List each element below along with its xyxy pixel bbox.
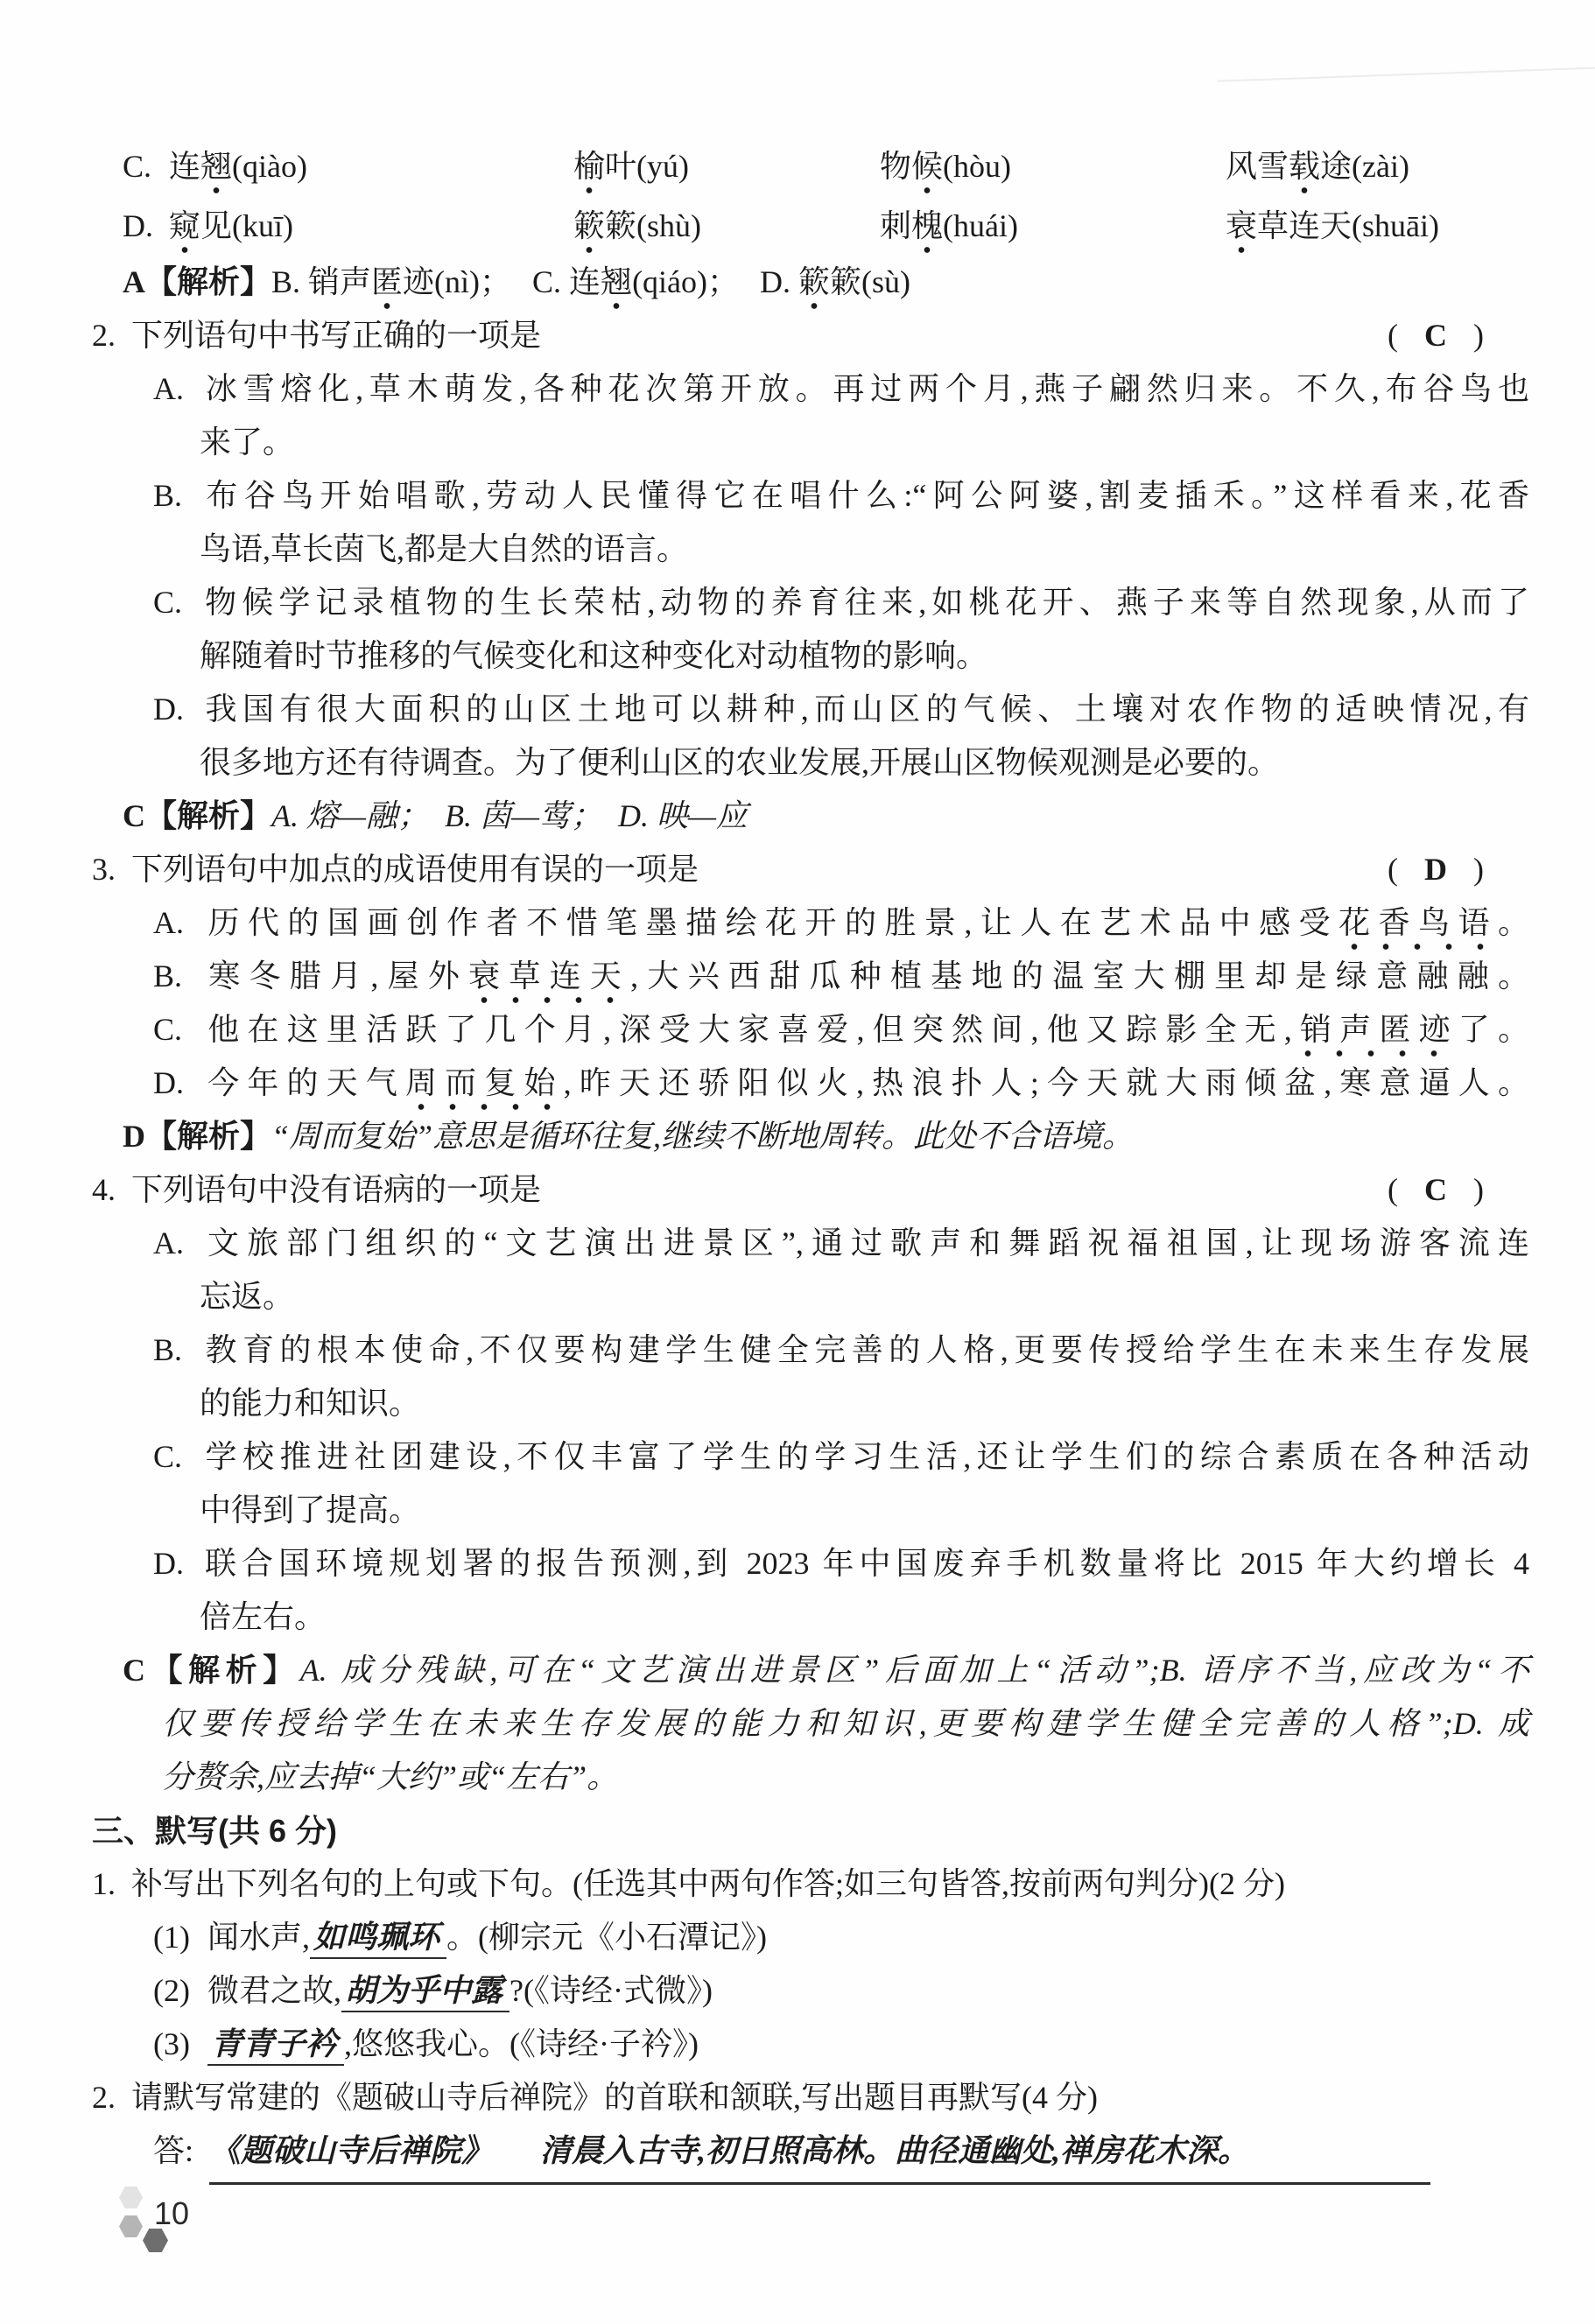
option-d bbox=[92, 1057, 1529, 1110]
analysis-segment bbox=[271, 264, 511, 299]
option-text: 冰雪熔化,草木萌发,各种花次第开放。再过两个月,燕子翩然归来。不久,布谷鸟也 bbox=[200, 371, 1529, 406]
question-text: 下列语句中加点的成语使用有误的一项是 bbox=[131, 852, 699, 887]
answer-letter: C bbox=[1424, 1172, 1447, 1207]
dotted-char: 候 bbox=[911, 149, 943, 194]
item-text: ?(《诗经·式微》) bbox=[509, 1973, 713, 2008]
item-text: ,悠悠我心。(《诗经·子衿》) bbox=[344, 2026, 699, 2061]
answer-slot bbox=[1388, 309, 1484, 362]
option-a bbox=[92, 1217, 1529, 1270]
analysis-answer-letter: C bbox=[123, 1653, 145, 1688]
pinyin-cell bbox=[573, 137, 880, 196]
analysis-line-q1 bbox=[92, 256, 1529, 309]
handwritten-answer: 如鸣珮环 bbox=[310, 1920, 446, 1959]
paren-close: ) bbox=[1473, 318, 1484, 353]
option-label: A. bbox=[153, 1225, 184, 1260]
option-text: 教育的根本使命,不仅要构建学生健全完善的人格,更要传授给学生在未来生存发展 bbox=[200, 1332, 1529, 1367]
answer-label: 答: bbox=[153, 2133, 194, 2168]
hexagon-icon bbox=[119, 2187, 143, 2208]
option-a-cont: 忘返。 bbox=[200, 1279, 295, 1314]
dictation-item-1 bbox=[92, 1911, 1529, 1964]
answer-letter: C bbox=[1424, 318, 1447, 353]
option-label: D. bbox=[123, 208, 153, 243]
option-label: D. bbox=[153, 1546, 184, 1581]
word-part: 连 bbox=[169, 149, 201, 184]
analysis-cont: 仅要传授给学生在未来生存发展的能力和知识,更要构建学生健全完善的人格”;D. 成 bbox=[162, 1706, 1529, 1741]
option-label: C. bbox=[153, 1439, 183, 1474]
option-label: A. bbox=[153, 905, 184, 940]
item-label: (3) bbox=[153, 2026, 190, 2061]
word-part: D. bbox=[760, 264, 799, 299]
option-text: 学校推进社团建设,不仅丰富了学生的学习生活,还让学生们的综合素质在各种活动 bbox=[200, 1439, 1529, 1474]
analysis-segment bbox=[760, 264, 910, 299]
paren-open: ( bbox=[1388, 852, 1398, 887]
option-c-cont: 解随着时节推移的气候变化和这种变化对动植物的影响。 bbox=[200, 638, 988, 673]
question-number: 2. bbox=[92, 318, 116, 353]
word-part: (qiáo)； bbox=[632, 264, 740, 299]
option-label: D. bbox=[153, 692, 184, 727]
analysis-line-q2 bbox=[92, 790, 1529, 843]
option-label: D. bbox=[153, 1065, 184, 1100]
option-text: ,昨天还骄阳似火,热浪扑人;今天就大雨倾盆,寒意逼人。 bbox=[563, 1065, 1529, 1100]
dotted-char: 翘 bbox=[200, 149, 232, 194]
paren-close: ) bbox=[1473, 1172, 1484, 1207]
analysis-label: 【解析】 bbox=[145, 1653, 300, 1688]
item-text: 微君之故, bbox=[207, 1973, 342, 2008]
emphasized-idiom: 衰草连天 bbox=[468, 958, 630, 1004]
option-label: B. bbox=[153, 478, 183, 513]
analysis-answer-letter: A bbox=[123, 264, 145, 299]
word-part: 叶(yú) bbox=[605, 149, 689, 184]
option-text: 今年的天气 bbox=[200, 1065, 405, 1100]
analysis-label: 【解析】 bbox=[145, 264, 272, 299]
option-label: C. bbox=[123, 149, 152, 184]
answer-slot bbox=[1388, 1163, 1484, 1217]
analysis-line-q3 bbox=[92, 1110, 1529, 1163]
option-a bbox=[92, 896, 1529, 950]
option-text: 寒冬腊月,屋外 bbox=[200, 958, 469, 993]
option-text: 文旅部门组织的“文艺演出进景区”,通过歌声和舞蹈祝福祖国,让现场游客流连 bbox=[200, 1225, 1529, 1260]
pinyin-cell bbox=[123, 137, 573, 196]
dictation-q1 bbox=[92, 1857, 1529, 1911]
word-part: 草连天(shuāi) bbox=[1257, 208, 1439, 243]
option-label: B. bbox=[153, 1332, 183, 1367]
word-part: (qiào) bbox=[232, 149, 307, 184]
item-text: 。(柳宗元《小石潭记》) bbox=[446, 1920, 768, 1955]
option-c bbox=[92, 1003, 1529, 1057]
analysis-answer-letter: C bbox=[123, 798, 145, 833]
pinyin-cell bbox=[573, 196, 880, 256]
emphasized-idiom: 周而复始 bbox=[405, 1065, 564, 1111]
hexagon-icon bbox=[119, 2215, 143, 2237]
analysis-answer-letter: D bbox=[123, 1119, 145, 1154]
word-part: 迹(nì)； bbox=[403, 264, 512, 299]
option-b bbox=[92, 1323, 1529, 1377]
answer-letter: D bbox=[1424, 852, 1447, 887]
dictation-answer-line bbox=[92, 2124, 1529, 2185]
analysis-text: “周而复始”意思是循环往复,继续不断地周转。此处不合语境。 bbox=[271, 1119, 1135, 1154]
option-label: C. bbox=[153, 585, 183, 620]
handwritten-answer: 胡为乎中露 bbox=[341, 1973, 509, 2012]
analysis-label: 【解析】 bbox=[145, 798, 272, 833]
word-part: 物 bbox=[880, 149, 912, 184]
option-d bbox=[92, 1537, 1529, 1590]
pinyin-cell bbox=[1226, 137, 1529, 196]
word-part: 途(zài) bbox=[1320, 149, 1409, 184]
question-text: 补写出下列名句的上句或下句。(任选其中两句作答;如三句皆答,按前两句判分)(2 分) bbox=[131, 1866, 1285, 1901]
analysis-line-q4 bbox=[92, 1644, 1529, 1697]
dotted-char: 衰 bbox=[1226, 208, 1257, 254]
option-label: C. bbox=[153, 1012, 183, 1047]
item-label: (1) bbox=[153, 1920, 190, 1955]
question-number: 4. bbox=[92, 1172, 116, 1207]
option-a-cont: 来了。 bbox=[200, 425, 295, 460]
analysis-text: A. 熔—融； B. 茵—莺； D. 映—应 bbox=[271, 798, 748, 833]
option-b-cont: 鸟语,草长茵飞,都是大自然的语言。 bbox=[200, 531, 689, 566]
analysis-cont: 分赘余,应去掉“大约”或“左右”。 bbox=[162, 1759, 619, 1794]
option-label: A. bbox=[153, 371, 184, 406]
item-label: (2) bbox=[153, 1973, 190, 2008]
dotted-char: 窥 bbox=[169, 208, 200, 254]
analysis-segment bbox=[532, 264, 739, 299]
question-number: 3. bbox=[92, 852, 116, 887]
question-number: 2. bbox=[92, 2080, 116, 2115]
option-c bbox=[92, 576, 1529, 629]
option-text: ,大兴西甜瓜种植基地的温室大棚里却是绿意融融。 bbox=[630, 958, 1529, 993]
answer-slot bbox=[1388, 843, 1484, 896]
page-number: 10 bbox=[154, 2195, 190, 2231]
dictation-item-3 bbox=[92, 2018, 1529, 2071]
pinyin-cell bbox=[880, 137, 1226, 196]
item-text: 闻水声, bbox=[207, 1920, 311, 1955]
paren-open: ( bbox=[1388, 1172, 1398, 1207]
word-part: 簌(sù) bbox=[830, 264, 911, 299]
option-text: 历代的国画创作者不惜笔墨描绘花开的胜景,让人在艺术品中感受 bbox=[200, 905, 1339, 940]
option-text: 联合国环境规划署的报告预测,到 2023 年中国废弃手机数量将比 2015 年大约增长 4 bbox=[200, 1546, 1529, 1581]
word-part: (hòu) bbox=[943, 149, 1012, 184]
handwritten-answer: 《题破山寺后禅院》 清晨入古寺,初日照高林。曲径通幽处,禅房花木深。 bbox=[209, 2124, 1430, 2185]
question-4 bbox=[92, 1163, 1529, 1217]
option-label: B. bbox=[153, 958, 183, 993]
word-part: (huái) bbox=[943, 208, 1018, 243]
dotted-char: 榆 bbox=[573, 149, 605, 194]
section-title: 三、默写(共 6 分) bbox=[92, 1813, 338, 1849]
option-c bbox=[92, 1430, 1529, 1484]
option-d-cont: 倍左右。 bbox=[200, 1599, 327, 1634]
dotted-char: 簌 bbox=[798, 264, 830, 310]
question-text: 下列语句中没有语病的一项是 bbox=[131, 1172, 542, 1207]
option-b bbox=[92, 469, 1529, 523]
paren-open: ( bbox=[1388, 318, 1398, 353]
dotted-char: 载 bbox=[1289, 149, 1320, 194]
emphasized-idiom: 花香鸟语 bbox=[1339, 905, 1498, 951]
emphasized-idiom: 销声匿迹 bbox=[1292, 1012, 1458, 1057]
dotted-char: 簌 bbox=[573, 208, 605, 254]
analysis-text: A. 成分残缺,可在“文艺演出进景区”后面加上“活动”;B. 语序不当,应改为“不 bbox=[299, 1653, 1529, 1688]
question-number: 1. bbox=[92, 1866, 116, 1901]
question-text: 下列语句中书写正确的一项是 bbox=[131, 318, 542, 353]
word-part: B. 销声 bbox=[271, 264, 372, 299]
dotted-char: 匿 bbox=[371, 264, 403, 310]
dictation-item-2 bbox=[92, 1964, 1529, 2018]
option-text: 物候学记录植物的生长荣枯,动物的养育往来,如桃花开、燕子来等自然现象,从而了 bbox=[200, 585, 1529, 620]
question-text: 请默写常建的《题破山寺后禅院》的首联和颔联,写出题目再默写(4 分) bbox=[131, 2080, 1098, 2115]
pinyin-cell bbox=[123, 196, 573, 256]
dotted-char: 翘 bbox=[601, 264, 632, 310]
option-text: 了。 bbox=[1458, 1012, 1529, 1047]
option-text: 。 bbox=[1497, 905, 1529, 940]
handwritten-answer: 青青子衿 bbox=[207, 2026, 344, 2066]
pinyin-cell bbox=[1226, 196, 1529, 256]
dotted-char: 槐 bbox=[911, 208, 943, 254]
question-2 bbox=[92, 309, 1529, 362]
option-d bbox=[92, 683, 1529, 736]
option-text: 他在这里活跃了几个月,深受大家喜爱,但突然间,他又踪影全无, bbox=[200, 1012, 1292, 1047]
word-part: 刺 bbox=[880, 208, 912, 243]
word-part: C. 连 bbox=[532, 264, 601, 299]
hexagon-icon bbox=[143, 2229, 168, 2252]
question-3 bbox=[92, 843, 1529, 896]
pinyin-row-c bbox=[92, 137, 1529, 196]
option-b-cont: 的能力和知识。 bbox=[200, 1386, 421, 1421]
word-part: 风雪 bbox=[1226, 149, 1289, 184]
option-c-cont: 中得到了提高。 bbox=[200, 1492, 421, 1527]
option-d-cont: 很多地方还有待调查。为了便利山区的农业发展,开展山区物候观测是必要的。 bbox=[200, 745, 1280, 780]
analysis-label: 【解析】 bbox=[145, 1119, 272, 1154]
word-part: 见(kuī) bbox=[200, 208, 293, 243]
pinyin-row-d bbox=[92, 196, 1529, 256]
option-text: 布谷鸟开始唱歌,劳动人民懂得它在唱什么:“阿公阿婆,割麦插禾。”这样看来,花香 bbox=[200, 478, 1529, 513]
option-a bbox=[92, 362, 1529, 416]
dictation-q2 bbox=[92, 2071, 1529, 2124]
pinyin-cell bbox=[880, 196, 1226, 256]
option-text: 我国有很大面积的山区土地可以耕种,而山区的气候、土壤对农作物的适映情况,有 bbox=[200, 692, 1529, 727]
paren-close: ) bbox=[1473, 852, 1484, 887]
word-part: 簌(shù) bbox=[605, 208, 702, 243]
option-b bbox=[92, 950, 1529, 1003]
